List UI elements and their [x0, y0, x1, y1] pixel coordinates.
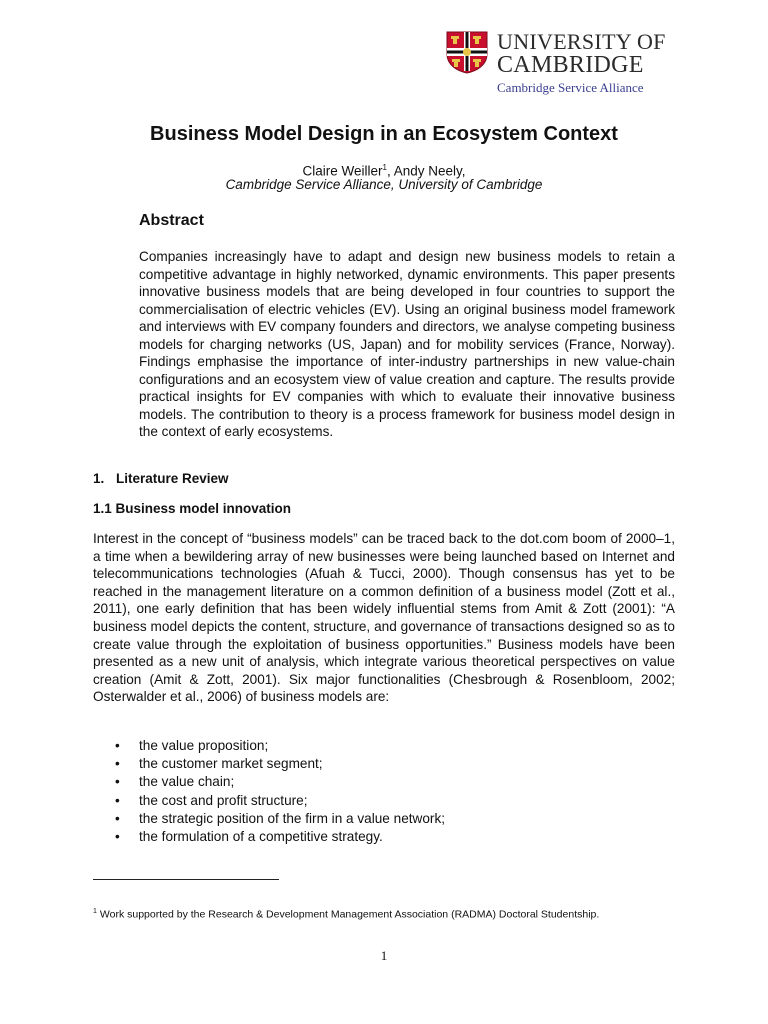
list-item-text: the value proposition;: [139, 738, 269, 753]
list-item: [115, 755, 675, 773]
list-item: [115, 773, 675, 791]
list-item: [115, 792, 675, 810]
list-item-text: the strategic position of the firm in a value network;: [139, 810, 446, 826]
paper-title: Business Model Design in an Ecosystem Context: [150, 123, 618, 145]
section-number: 1.: [93, 471, 105, 486]
subsection-heading-business-model-innovation: 1.1 Business model innovation: [93, 501, 292, 516]
logo-line-service-alliance: Cambridge Service Alliance: [497, 80, 644, 95]
footnote-marker: 1: [93, 908, 97, 915]
bullet-icon: •: [115, 774, 120, 790]
page-number: 1: [380, 948, 388, 963]
bullet-icon: •: [115, 738, 120, 753]
list-item: [115, 828, 675, 846]
logo-line-cambridge: CAMBRIDGE: [497, 52, 644, 78]
list-item-text: the value chain;: [139, 774, 235, 790]
body-paragraph: Interest in the concept of “business models” can be traced back to the dot.com boom of 2000–1, a time when a bewildering array of new businesses were being launched based on Internet and telecommunications technologies (Afuah & Tucci, 2000). Though consensus has yet to be reached in the management literature on a common definition of a business model (Zott et al., 2011), one early definition that has been widely influential stems from Amit & Zott (2001): “A business model depicts the content, structure, and governance of transactions designed so as to create value through the exploitation of business opportunities.” Business models have been presented as a new unit of analysis, which integrate various theoretical perspectives on value creation (Amit & Zott, 2001). Six major functionalities (Chesbrough & Rosenbloom, 2002; Osterwalder et al., 2006) of business models are:: [93, 531, 675, 705]
list-item: [115, 737, 675, 755]
logo-line-university-of: UNIVERSITY OF: [497, 29, 666, 54]
author-name: Claire Weiller: [302, 163, 383, 179]
bullet-icon: •: [115, 829, 120, 845]
list-item: [115, 810, 675, 828]
cambridge-crest-icon: [445, 30, 489, 74]
list-item-text: the customer market segment;: [139, 756, 323, 772]
footnote-text: Work supported by the Research & Development Management Association (RADMA) Doctoral Studentship.: [99, 908, 600, 921]
list-item-text: the formulation of a competitive strategy.: [139, 829, 383, 845]
footnote-divider: [93, 879, 279, 880]
bullet-icon: •: [115, 756, 120, 772]
author-footnote-marker: 1: [382, 163, 387, 172]
bullet-icon: •: [115, 792, 120, 808]
abstract-heading: Abstract: [139, 212, 204, 229]
list-item-text: the cost and profit structure;: [139, 792, 308, 808]
section-heading-literature-review: [93, 470, 229, 488]
functionalities-list: [115, 737, 675, 846]
section-title: Literature Review: [116, 471, 229, 486]
bullet-icon: •: [115, 810, 120, 826]
abstract-text: Companies increasingly have to adapt and design new business models to retain a competitive advantage in highly networked, dynamic environments. This paper presents innovative business models that are being developed in four countries to support the commercialisation of electric vehicles (EV). Using an original business model framework and interviews with EV company founders and directors, we analyse competing business models for charging networks (US, Japan) and for mobility services (France, Norway). Findings emphasise the importance of inter-industry partnerships in new value-chain configurations and an ecosystem view of value creation and capture. The results provide practical insights for EV companies with which to evaluate their innovative business models. The contribution to theory is a process framework for business model design in the context of early ecosystems.: [139, 249, 675, 439]
footnote: [93, 905, 599, 922]
university-logo: [445, 30, 675, 100]
author-rest: , Andy Neely,: [386, 163, 466, 179]
paper-affiliation: Cambridge Service Alliance, University of Cambridge: [225, 177, 543, 192]
